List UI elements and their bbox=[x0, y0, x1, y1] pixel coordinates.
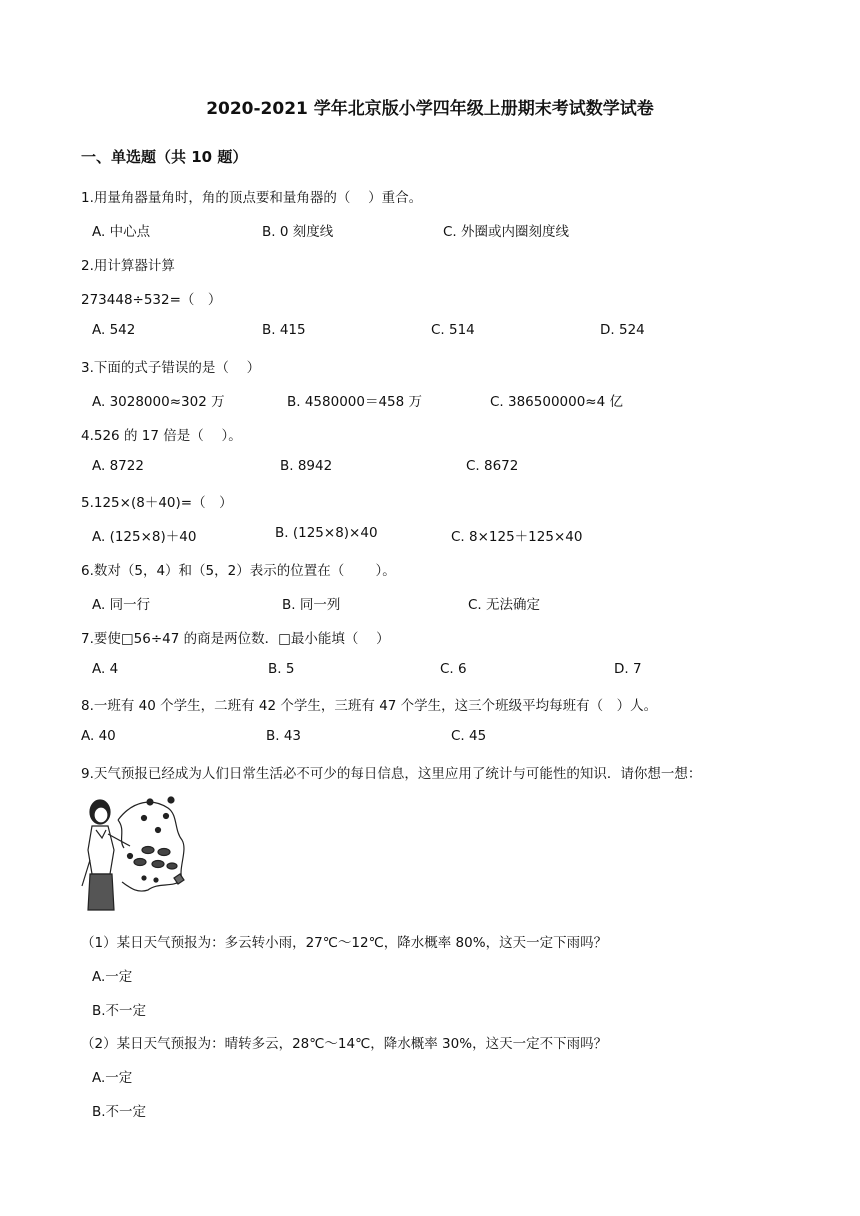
q6-option-a[interactable]: A. 同一行 bbox=[92, 597, 151, 613]
q3-option-c[interactable]: C. 386500000≈4 亿 bbox=[490, 394, 624, 410]
q5-option-b[interactable]: B. (125×8)×40 bbox=[275, 525, 378, 541]
q2-option-b[interactable]: B. 415 bbox=[262, 322, 306, 338]
q4-option-c[interactable]: C. 8672 bbox=[466, 458, 519, 474]
q3-option-a[interactable]: A. 3028000≈302 万 bbox=[92, 394, 225, 410]
q4-option-a[interactable]: A. 8722 bbox=[92, 458, 144, 474]
q7-option-b[interactable]: B. 5 bbox=[268, 661, 295, 677]
page-title: 2020-2021 学年北京版小学四年级上册期末考试数学试卷 bbox=[206, 99, 654, 119]
q1-option-a[interactable]: A. 中心点 bbox=[92, 224, 151, 240]
weather-presenter-illustration bbox=[78, 790, 190, 916]
q6-option-b[interactable]: B. 同一列 bbox=[282, 597, 341, 613]
q7-option-a[interactable]: A. 4 bbox=[92, 661, 119, 677]
q2-option-c[interactable]: C. 514 bbox=[431, 322, 475, 338]
q7-option-d[interactable]: D. 7 bbox=[614, 661, 642, 677]
q9-part1-option-b[interactable]: B.不一定 bbox=[92, 1003, 147, 1019]
q7-option-c[interactable]: C. 6 bbox=[440, 661, 467, 677]
q6-option-c[interactable]: C. 无法确定 bbox=[468, 597, 541, 613]
q5-option-a[interactable]: A. (125×8)＋40 bbox=[92, 529, 197, 545]
q9-part2-option-a[interactable]: A.一定 bbox=[92, 1070, 133, 1086]
question-2: 2.用计算器计算 bbox=[81, 258, 175, 274]
q1-option-b[interactable]: B. 0 刻度线 bbox=[262, 224, 334, 240]
q3-option-b[interactable]: B. 4580000＝458 万 bbox=[287, 394, 423, 410]
question-1: 1.用量角器量角时，角的顶点要和量角器的（ ）重合。 bbox=[81, 190, 423, 206]
q9-part2: （2）某日天气预报为：晴转多云，28℃～14℃，降水概率 30%，这天一定不下雨吗？ bbox=[81, 1036, 608, 1052]
question-8: 8.一班有 40 个学生，二班有 42 个学生，三班有 47 个学生，这三个班级平均每班有（ ）人。 bbox=[81, 698, 658, 714]
question-9: 9.天气预报已经成为人们日常生活必不可少的每日信息，这里应用了统计与可能性的知识．请你想一想： bbox=[81, 766, 702, 782]
question-3: 3.下面的式子错误的是（ ） bbox=[81, 360, 261, 376]
q4-option-b[interactable]: B. 8942 bbox=[280, 458, 333, 474]
q1-option-c[interactable]: C. 外圈或内圈刻度线 bbox=[443, 224, 570, 240]
section-heading: 一、单选题（共 10 题） bbox=[81, 148, 248, 166]
q9-part2-option-b[interactable]: B.不一定 bbox=[92, 1104, 147, 1120]
q8-option-a[interactable]: A. 40 bbox=[81, 728, 116, 744]
question-6: 6.数对（5，4）和（5，2）表示的位置在（ ）。 bbox=[81, 563, 396, 579]
q9-part1-option-a[interactable]: A.一定 bbox=[92, 969, 133, 985]
q8-option-c[interactable]: C. 45 bbox=[451, 728, 487, 744]
question-2-expression: 273448÷532=（ ） bbox=[81, 292, 222, 308]
q5-option-c[interactable]: C. 8×125＋125×40 bbox=[451, 529, 583, 545]
q9-part1: （1）某日天气预报为：多云转小雨，27℃～12℃，降水概率 80%，这天一定下雨吗？ bbox=[81, 935, 608, 951]
question-4: 4.526 的 17 倍是（ ）。 bbox=[81, 428, 242, 444]
question-7: 7.要使□56÷47 的商是两位数．□最小能填（ ） bbox=[81, 631, 390, 647]
q2-option-d[interactable]: D. 524 bbox=[600, 322, 645, 338]
q8-option-b[interactable]: B. 43 bbox=[266, 728, 302, 744]
q2-option-a[interactable]: A. 542 bbox=[92, 322, 136, 338]
question-5: 5.125×(8＋40)=（ ） bbox=[81, 495, 233, 511]
